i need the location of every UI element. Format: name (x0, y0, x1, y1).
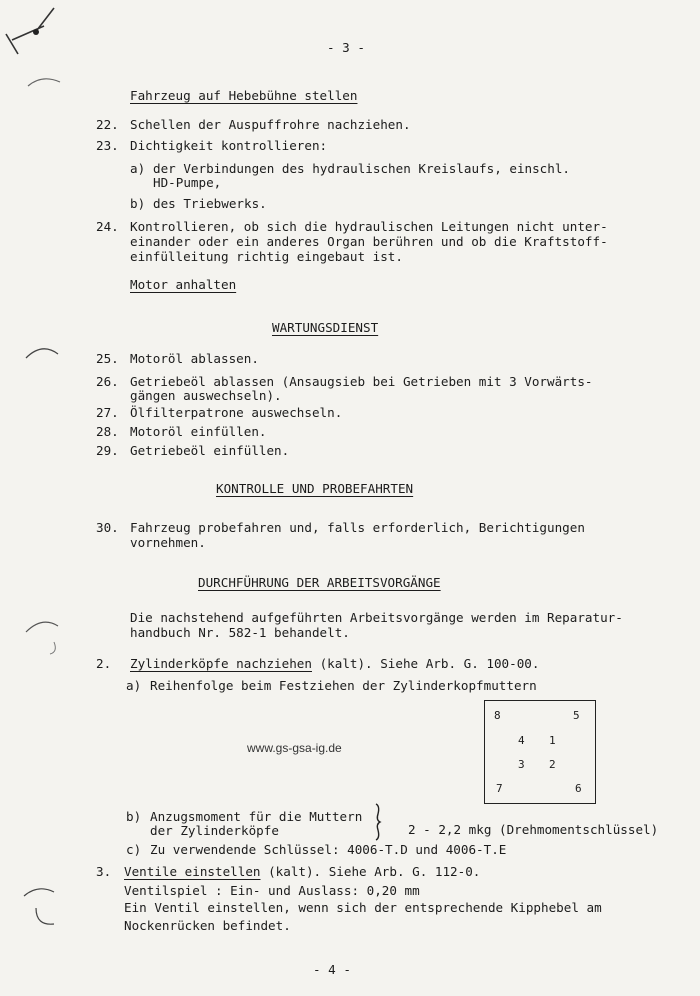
watermark-url: www.gs-gsa-ig.de (247, 741, 342, 755)
step-title-rest: (kalt). Siehe Arb. G. 112-0. (260, 864, 481, 879)
punch-hole-mark (24, 616, 64, 656)
sub-item-letter: a) (126, 678, 142, 693)
item-number: 29. (96, 443, 119, 458)
sequence-number: 6 (575, 782, 582, 795)
item-text: Kontrollieren, ob sich die hydraulischen Leitungen nicht unter- (130, 219, 608, 234)
sub-item-text: Anzugsmoment für die Muttern (150, 809, 363, 824)
section-heading: Motor anhalten (130, 277, 237, 292)
item-text: Motoröl ablassen. (130, 351, 259, 366)
step-text: Ventilspiel : Ein- und Auslass: 0,20 mm (124, 883, 420, 898)
step-number: 2. (96, 656, 112, 671)
step-title: Ventile einstellen (124, 864, 261, 879)
item-text: Fahrzeug probefahren und, falls erforderlich, Berichtigungen (130, 520, 585, 535)
sequence-number: 8 (494, 709, 501, 722)
sequence-number: 2 (549, 758, 556, 771)
sub-item-text: HD-Pumpe, (153, 175, 222, 190)
sub-item-letter: b) (126, 809, 142, 824)
punch-hole-mark (24, 342, 64, 366)
section-heading: WARTUNGSDIENST (272, 320, 379, 335)
item-number: 27. (96, 405, 119, 420)
punch-hole-mark (22, 884, 62, 930)
item-text: Schellen der Auspuffrohre nachziehen. (130, 117, 411, 132)
item-text: gängen auswechseln). (130, 388, 282, 403)
item-text: einfülleitung richtig eingebaut ist. (130, 249, 403, 264)
punch-hole-mark (26, 72, 66, 92)
section-heading: DURCHFÜHRUNG DER ARBEITSVORGÄNGE (198, 575, 441, 590)
item-number: 24. (96, 219, 119, 234)
item-text: Dichtigkeit kontrollieren: (130, 138, 328, 153)
item-number: 26. (96, 374, 119, 389)
tightening-sequence-diagram (484, 700, 596, 804)
curly-brace (372, 802, 384, 842)
step-text: Ein Ventil einstellen, wenn sich der entsprechende Kipphebel am (124, 900, 602, 915)
item-text: Getriebeöl ablassen (Ansaugsieb bei Getrieben mit 3 Vorwärts- (130, 374, 593, 389)
item-number: 30. (96, 520, 119, 535)
page-number-footer: - 4 - (313, 962, 351, 977)
page-number-header: - 3 - (327, 40, 365, 55)
step-title-rest: (kalt). Siehe Arb. G. 100-00. (311, 656, 540, 671)
step-line (130, 656, 539, 671)
sub-item-text: der Zylinderköpfe (150, 823, 279, 838)
section-heading: Fahrzeug auf Hebebühne stellen (130, 88, 358, 103)
sub-item-text: des Triebwerks. (153, 196, 267, 211)
step-text: Nockenrücken befindet. (124, 918, 291, 933)
step-title: Zylinderköpfe nachziehen (130, 656, 312, 671)
sub-item-letter: b) (130, 196, 146, 211)
intro-text: handbuch Nr. 582-1 behandelt. (130, 625, 350, 640)
item-number: 25. (96, 351, 119, 366)
torque-value: 2 - 2,2 mkg (Drehmomentschlüssel) (408, 822, 659, 837)
sub-item-text: der Verbindungen des hydraulischen Kreislaufs, einschl. (153, 161, 571, 176)
sequence-number: 3 (518, 758, 525, 771)
item-text: Motoröl einfüllen. (130, 424, 267, 439)
item-text: Ölfilterpatrone auswechseln. (130, 405, 343, 420)
sequence-number: 4 (518, 734, 525, 747)
sub-item-letter: a) (130, 161, 146, 176)
check-mark-scribble (4, 4, 58, 60)
sequence-number: 1 (549, 734, 556, 747)
step-number: 3. (96, 864, 112, 879)
item-text: vornehmen. (130, 535, 206, 550)
sub-item-text: Zu verwendende Schlüssel: 4006-T.D und 4006-T.E (150, 842, 507, 857)
sequence-number: 7 (496, 782, 503, 795)
intro-text: Die nachstehend aufgeführten Arbeitsvorgänge werden im Reparatur- (130, 610, 623, 625)
sequence-number: 5 (573, 709, 580, 722)
section-heading: KONTROLLE UND PROBEFAHRTEN (216, 481, 414, 496)
item-number: 28. (96, 424, 119, 439)
item-text: Getriebeöl einfüllen. (130, 443, 290, 458)
item-text: einander oder ein anderes Organ berühren und ob die Kraftstoff- (130, 234, 608, 249)
item-number: 23. (96, 138, 119, 153)
sub-item-letter: c) (126, 842, 142, 857)
step-line (124, 864, 480, 879)
sub-item-text: Reihenfolge beim Festziehen der Zylinderkopfmuttern (150, 678, 537, 693)
item-number: 22. (96, 117, 119, 132)
